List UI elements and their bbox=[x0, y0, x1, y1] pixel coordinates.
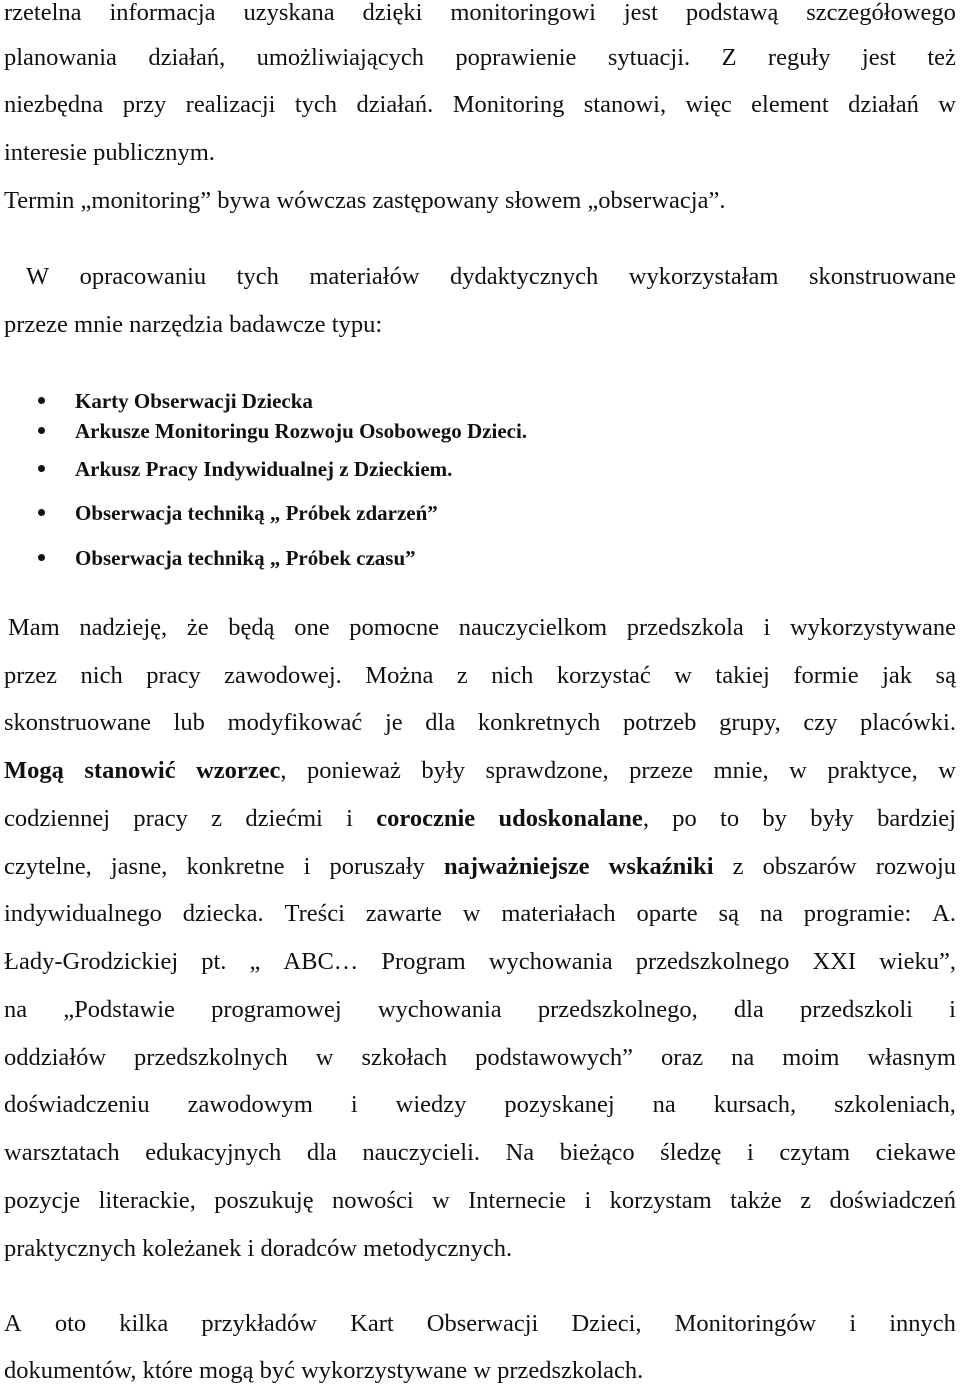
paragraph-1-line-2: planowania działań, umożliwiających poprawienie sytuacji. Z reguły jest też bbox=[4, 44, 956, 71]
emphasis-text: corocznie udoskonalane bbox=[376, 805, 643, 832]
paragraph-4-line-10: oddziałów przedszkolnych w szkołach podstawowych” oraz na moim własnym bbox=[4, 1044, 956, 1071]
paragraph-4-line-4 bbox=[4, 756, 956, 786]
paragraph-4-line-5 bbox=[4, 804, 956, 834]
paragraph-1-line-3: niezbędna przy realizacji tych działań. Monitoring stanowi, więc element działań w bbox=[4, 91, 956, 118]
paragraph-4-line-11: doświadczeniu zawodowym i wiedzy pozyskanej na kursach, szkoleniach, bbox=[4, 1091, 956, 1118]
paragraph-4-line-1: Mam nadzieję, że będą one pomocne nauczycielkom przedszkola i wykorzystywane bbox=[8, 614, 956, 641]
body-text: , ponieważ były sprawdzone, przeze mnie, w praktyce, w bbox=[280, 757, 957, 784]
emphasis-text: najważniejsze wskaźniki bbox=[443, 853, 714, 880]
body-text: , po to by były bardziej bbox=[642, 805, 956, 832]
list-item-text: Karty Obserwacji Dziecka bbox=[75, 389, 313, 413]
list-item-text: Arkusze Monitoringu Rozwoju Osobowego Dzieci. bbox=[75, 419, 528, 443]
list-item-text: Obserwacja techniką „ Próbek czasu” bbox=[75, 546, 416, 570]
paragraph-4-line-14: praktycznych koleżanek i doradców metodycznych. bbox=[4, 1235, 513, 1262]
body-text: z obszarów rozwoju bbox=[713, 853, 956, 880]
paragraph-5-line-2: dokumentów, które mogą być wykorzystywane w przedszkolach. bbox=[4, 1357, 644, 1384]
bullet-icon bbox=[38, 397, 45, 404]
paragraph-4-line-13: pozycje literackie, poszukuję nowości w Internecie i korzystam także z doświadczeń bbox=[4, 1187, 956, 1214]
body-text: codziennej pracy z dziećmi i bbox=[4, 805, 377, 832]
paragraph-4-line-6 bbox=[4, 852, 956, 882]
paragraph-4-line-7: indywidualnego dziecka. Treści zawarte w materiałach oparte są na programie: A. bbox=[4, 900, 956, 927]
list-item-text: Obserwacja techniką „ Próbek zdarzeń” bbox=[75, 501, 438, 525]
paragraph-3-line-2: przeze mnie narzędzia badawcze typu: bbox=[4, 311, 383, 338]
body-text: czytelne, jasne, konkretne i poruszały bbox=[4, 853, 444, 880]
paragraph-4-line-2: przez nich pracy zawodowej. Można z nich korzystać w takiej formie jak są bbox=[4, 662, 956, 689]
emphasis-text: Mogą stanowić wzorzec bbox=[4, 757, 281, 784]
paragraph-1-line-4: interesie publicznym. bbox=[4, 139, 215, 166]
paragraph-4-line-12: warsztatach edukacyjnych dla nauczycieli. Na bieżąco śledzę i czytam ciekawe bbox=[4, 1139, 956, 1166]
paragraph-4-line-3: skonstruowane lub modyfikować je dla konkretnych potrzeb grupy, czy placówki. bbox=[4, 709, 956, 736]
bullet-icon bbox=[38, 554, 45, 561]
paragraph-1-line-1: rzetelna informacja uzyskana dzięki monitoringowi jest podstawą szczegółowego bbox=[4, 0, 956, 26]
bullet-icon bbox=[38, 427, 45, 434]
paragraph-2: Termin „monitoring” bywa wówczas zastępowany słowem „obserwacja”. bbox=[4, 187, 726, 214]
paragraph-4-line-8: Łady-Grodzickiej pt. „ ABC… Program wychowania przedszkolnego XXI wieku”, bbox=[4, 948, 956, 975]
bullet-icon bbox=[38, 465, 45, 472]
paragraph-3-line-1: W opracowaniu tych materiałów dydaktycznych wykorzystałam skonstruowane bbox=[26, 263, 956, 290]
bullet-icon bbox=[38, 509, 45, 516]
paragraph-4-line-9: na „Podstawie programowej wychowania przedszkolnego, dla przedszkoli i bbox=[4, 996, 956, 1023]
list-item-text: Arkusz Pracy Indywidualnej z Dzieckiem. bbox=[75, 457, 453, 481]
paragraph-5-line-1: A oto kilka przykładów Kart Obserwacji Dzieci, Monitoringów i innych bbox=[4, 1310, 956, 1337]
